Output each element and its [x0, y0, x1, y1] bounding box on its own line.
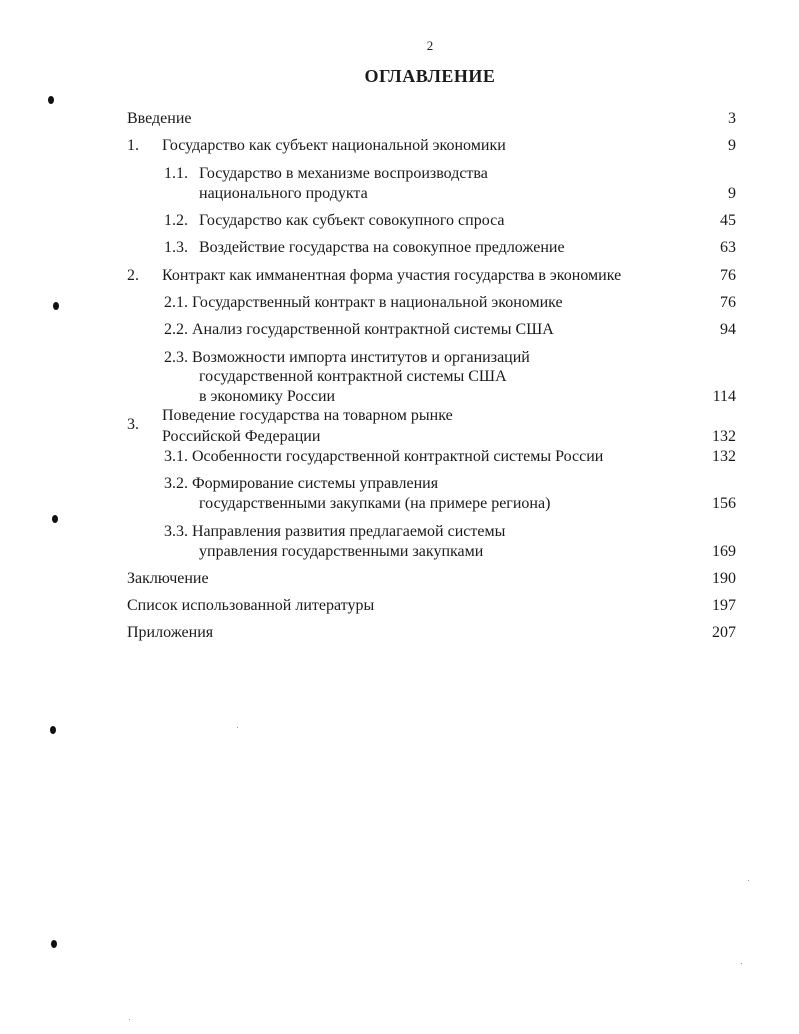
binder-hole-mark	[53, 302, 59, 310]
toc-page: 156	[712, 495, 736, 512]
scan-speck	[748, 880, 749, 881]
toc-label-line-2: Российской Федерации	[162, 428, 321, 445]
toc-page: 190	[712, 570, 736, 587]
toc-page: 114	[712, 388, 736, 405]
page-title: ОГЛАВЛЕНИЕ	[364, 66, 496, 86]
toc-label: 2.1. Государственный контракт в национальной экономике	[164, 294, 563, 311]
toc-label: Приложения	[127, 624, 214, 641]
toc-page: 132	[712, 428, 736, 445]
toc-label-line-1: Государство в механизме воспроизводства	[199, 165, 488, 182]
toc-page: 9	[728, 137, 736, 154]
toc-label: Заключение	[127, 570, 209, 587]
page-number: 2	[426, 38, 434, 53]
toc-page: 63	[720, 239, 736, 256]
toc-label-line-3: в экономику России	[199, 388, 336, 405]
scan-speck	[237, 727, 238, 728]
toc-label-line-1: 3.3. Направления развития предлагаемой системы	[164, 523, 506, 540]
toc-number: 1.3.	[164, 239, 188, 256]
toc-number: 2.	[127, 267, 139, 284]
toc-page: 9	[728, 185, 736, 202]
toc-label-line-2: государственными закупками (на примере региона)	[199, 495, 551, 512]
toc-page: 169	[712, 543, 736, 560]
toc-label-line-1: 2.3. Возможности импорта институтов и организаций	[164, 349, 530, 366]
binder-hole-mark	[51, 940, 57, 948]
toc-label: Государство как субъект совокупного спроса	[199, 212, 505, 229]
toc-label: Список использованной литературы	[127, 597, 375, 614]
toc-label-line-2: государственной контрактной системы США	[199, 368, 507, 385]
toc-page: 94	[720, 321, 736, 338]
toc-page: 132	[712, 448, 736, 465]
binder-hole-mark	[50, 726, 56, 734]
toc-page: 45	[720, 212, 736, 229]
binder-hole-mark	[52, 515, 58, 523]
toc-label: Контракт как имманентная форма участия государства в экономике	[162, 267, 622, 284]
toc-label-line-2: национального продукта	[199, 185, 368, 202]
toc-label: 2.2. Анализ государственной контрактной системы США	[164, 321, 554, 338]
toc-page: 197	[712, 597, 736, 614]
toc-page: 76	[720, 267, 736, 284]
binder-hole-mark	[48, 96, 54, 104]
scan-speck	[129, 1019, 130, 1020]
toc-label-line-1: Поведение государства на товарном рынке	[162, 407, 453, 424]
toc-label: Введение	[127, 110, 192, 127]
toc-page: 207	[712, 624, 736, 641]
toc-number: 3.	[127, 416, 139, 433]
toc-label: Воздействие государства на совокупное предложение	[199, 239, 565, 256]
toc-page: 3	[728, 110, 736, 127]
toc-label: 3.1. Особенности государственной контрактной системы России	[164, 448, 604, 465]
toc-number: 1.2.	[164, 212, 188, 229]
scan-speck	[741, 963, 742, 964]
toc-number: 1.1.	[164, 165, 188, 182]
toc-label-line-2: управления государственными закупками	[199, 543, 484, 560]
toc-label: Государство как субъект национальной экономики	[162, 137, 506, 154]
toc-page: 76	[720, 294, 736, 311]
toc-number: 1.	[127, 137, 139, 154]
toc-label-line-1: 3.2. Формирование системы управления	[164, 475, 439, 492]
